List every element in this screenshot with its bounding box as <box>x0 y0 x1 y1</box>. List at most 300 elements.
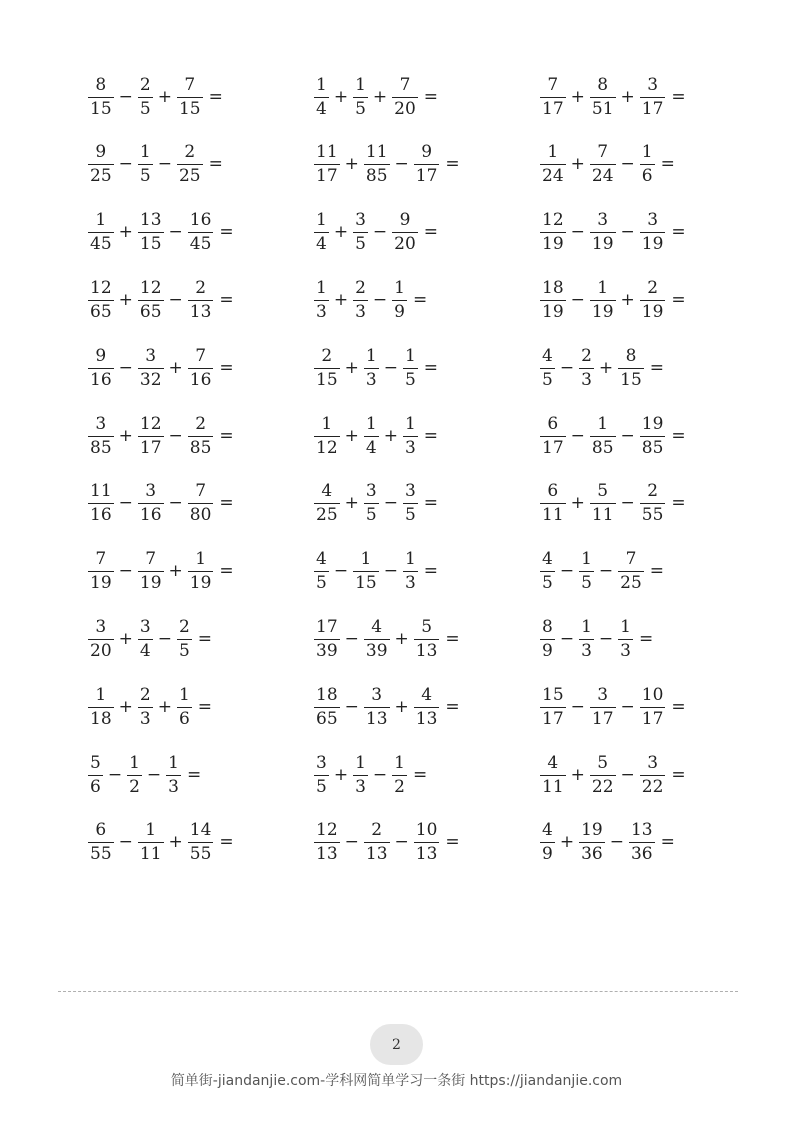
numerator: 4 <box>542 549 553 570</box>
denominator: 85 <box>641 437 664 458</box>
denominator: 32 <box>139 369 162 390</box>
fraction <box>540 347 555 390</box>
problem-16 <box>88 411 234 461</box>
fraction-bar <box>88 164 114 165</box>
fraction-bar <box>177 707 192 708</box>
plus-sign: + <box>394 696 409 717</box>
fraction <box>88 211 114 254</box>
numerator: 12 <box>542 210 564 231</box>
equals-sign: = <box>208 86 223 107</box>
denominator: 3 <box>139 708 151 729</box>
fraction-bar <box>314 639 340 640</box>
fraction <box>314 754 329 797</box>
fraction <box>640 754 666 797</box>
fraction <box>540 618 555 661</box>
denominator: 65 <box>316 708 338 729</box>
minus-sign: − <box>570 696 585 717</box>
fraction <box>166 754 181 797</box>
numerator: 2 <box>195 413 207 434</box>
plus-sign: + <box>570 764 585 785</box>
plus-sign: + <box>372 86 388 107</box>
denominator: 5 <box>178 640 190 661</box>
fraction-bar <box>314 842 340 843</box>
denominator: 18 <box>90 708 112 729</box>
fraction-bar <box>590 97 616 98</box>
denominator: 22 <box>591 776 614 797</box>
fraction-bar <box>364 707 390 708</box>
fraction <box>138 347 164 390</box>
numerator: 5 <box>597 481 609 502</box>
plus-sign: + <box>570 154 585 175</box>
fraction <box>314 686 340 729</box>
fraction-bar <box>414 164 440 165</box>
minus-sign: − <box>344 832 359 853</box>
fraction <box>177 76 203 119</box>
denominator: 5 <box>404 505 416 526</box>
fraction <box>590 211 616 254</box>
numerator: 4 <box>542 820 553 841</box>
numerator: 7 <box>195 481 207 502</box>
numerator: 1 <box>394 277 405 298</box>
denominator: 5 <box>316 573 327 594</box>
fraction <box>314 618 340 661</box>
minus-sign: − <box>598 561 614 582</box>
minus-sign: − <box>118 832 133 853</box>
fraction-bar <box>138 300 164 301</box>
denominator: 20 <box>90 640 112 661</box>
problem-24 <box>540 547 664 597</box>
minus-sign: − <box>620 493 635 514</box>
minus-sign: − <box>559 357 575 378</box>
numerator: 8 <box>597 74 609 95</box>
fraction <box>540 143 566 186</box>
plus-sign: + <box>118 425 133 446</box>
fraction <box>138 143 153 186</box>
numerator: 1 <box>321 413 333 434</box>
denominator: 16 <box>189 369 212 390</box>
denominator: 17 <box>139 437 162 458</box>
denominator: 20 <box>394 98 416 119</box>
problem-13 <box>88 343 234 393</box>
equals-sign: = <box>208 154 223 175</box>
fraction-bar <box>590 164 616 165</box>
denominator: 6 <box>90 776 101 797</box>
fraction-bar <box>540 368 555 369</box>
numerator: 7 <box>625 549 637 570</box>
fraction <box>177 618 192 661</box>
denominator: 13 <box>189 301 212 322</box>
numerator: 4 <box>542 345 553 366</box>
numerator: 18 <box>542 277 564 298</box>
fraction-bar <box>88 775 103 776</box>
denominator: 11 <box>542 505 564 526</box>
denominator: 5 <box>355 234 366 255</box>
fraction-bar <box>414 707 440 708</box>
equals-sign: = <box>660 832 675 853</box>
numerator: 3 <box>365 481 377 502</box>
numerator: 3 <box>316 752 327 773</box>
denominator: 85 <box>90 437 112 458</box>
fraction-bar <box>314 300 329 301</box>
numerator: 3 <box>404 481 416 502</box>
numerator: 2 <box>139 684 151 705</box>
fraction-bar <box>138 707 153 708</box>
fraction <box>88 415 114 458</box>
fraction-bar <box>188 300 214 301</box>
numerator: 2 <box>195 277 207 298</box>
fraction-bar <box>353 232 368 233</box>
denominator: 39 <box>365 640 388 661</box>
denominator: 6 <box>178 708 190 729</box>
denominator: 16 <box>139 505 162 526</box>
fraction-bar <box>188 368 214 369</box>
numerator: 1 <box>620 616 631 637</box>
fraction-bar <box>618 368 644 369</box>
fraction-bar <box>127 775 142 776</box>
denominator: 17 <box>415 166 438 187</box>
problem-6 <box>540 140 675 190</box>
fraction-bar <box>618 639 633 640</box>
equals-sign: = <box>186 764 202 785</box>
problem-23 <box>314 547 438 597</box>
fraction <box>364 482 379 525</box>
numerator: 2 <box>355 277 366 298</box>
problem-18 <box>540 411 686 461</box>
numerator: 1 <box>129 752 140 773</box>
minus-sign: − <box>620 425 635 446</box>
minus-sign: − <box>570 222 585 243</box>
fraction-bar <box>138 436 164 437</box>
numerator: 5 <box>421 616 433 637</box>
denominator: 3 <box>365 369 377 390</box>
minus-sign: − <box>118 493 133 514</box>
minus-sign: − <box>118 357 133 378</box>
denominator: 13 <box>316 844 338 865</box>
fraction-bar <box>540 164 566 165</box>
numerator: 13 <box>139 210 162 231</box>
numerator: 1 <box>355 74 366 95</box>
numerator: 4 <box>316 549 327 570</box>
fraction-bar <box>590 232 616 233</box>
fraction-bar <box>138 639 153 640</box>
minus-sign: − <box>598 628 614 649</box>
numerator: 1 <box>404 549 416 570</box>
numerator: 2 <box>581 345 592 366</box>
fraction <box>640 143 655 186</box>
fraction-bar <box>353 571 379 572</box>
denominator: 19 <box>90 573 112 594</box>
fraction-bar <box>177 639 192 640</box>
denominator: 5 <box>581 573 592 594</box>
fraction-bar <box>88 436 114 437</box>
fraction <box>640 686 666 729</box>
equals-sign: = <box>445 696 460 717</box>
numerator: 1 <box>547 142 559 163</box>
numerator: 1 <box>139 142 151 163</box>
numerator: 3 <box>647 752 659 773</box>
numerator: 4 <box>321 481 333 502</box>
denominator: 19 <box>591 234 614 255</box>
numerator: 2 <box>647 277 659 298</box>
numerator: 1 <box>641 142 653 163</box>
fraction-bar <box>403 368 418 369</box>
minus-sign: − <box>620 222 635 243</box>
minus-sign: − <box>118 154 133 175</box>
plus-sign: + <box>344 154 359 175</box>
equals-sign: = <box>219 832 234 853</box>
numerator: 3 <box>371 684 383 705</box>
fraction-bar <box>579 639 594 640</box>
fraction-bar <box>314 164 340 165</box>
denominator: 3 <box>168 776 179 797</box>
minus-sign: − <box>620 154 635 175</box>
fraction <box>138 279 164 322</box>
problem-11 <box>314 275 427 325</box>
fraction <box>188 347 214 390</box>
denominator: 3 <box>355 301 366 322</box>
denominator: 11 <box>591 505 614 526</box>
denominator: 19 <box>641 234 664 255</box>
numerator: 1 <box>365 413 377 434</box>
equals-sign: = <box>671 764 686 785</box>
numerator: 3 <box>355 210 366 231</box>
numerator: 1 <box>581 549 592 570</box>
problem-21 <box>540 479 686 529</box>
fraction-bar <box>540 842 555 843</box>
fraction <box>88 143 114 186</box>
numerator: 3 <box>597 210 609 231</box>
fraction <box>392 279 407 322</box>
numerator: 15 <box>542 684 564 705</box>
fraction <box>188 415 214 458</box>
numerator: 1 <box>95 684 107 705</box>
plus-sign: + <box>344 425 359 446</box>
numerator: 3 <box>95 413 107 434</box>
fraction <box>414 686 440 729</box>
numerator: 1 <box>316 210 327 231</box>
numerator: 1 <box>365 345 377 366</box>
fraction <box>590 143 616 186</box>
fraction-bar <box>353 775 368 776</box>
denominator: 13 <box>415 844 438 865</box>
fraction-bar <box>640 436 666 437</box>
minus-sign: − <box>620 696 635 717</box>
denominator: 45 <box>189 234 212 255</box>
equals-sign: = <box>423 86 439 107</box>
problem-32 <box>314 750 427 800</box>
fraction-bar <box>314 571 329 572</box>
denominator: 5 <box>365 505 377 526</box>
fraction <box>188 550 214 593</box>
fraction <box>640 279 666 322</box>
numerator: 12 <box>139 277 162 298</box>
numerator: 7 <box>597 142 609 163</box>
fraction <box>629 821 655 864</box>
problem-29 <box>314 682 460 732</box>
denominator: 25 <box>90 166 112 187</box>
minus-sign: − <box>107 764 123 785</box>
equals-sign: = <box>197 696 213 717</box>
fraction-bar <box>188 571 214 572</box>
plus-sign: + <box>168 357 183 378</box>
minus-sign: − <box>570 289 585 310</box>
denominator: 11 <box>542 776 564 797</box>
problem-26 <box>314 614 460 664</box>
denominator: 17 <box>316 166 338 187</box>
fraction <box>314 415 340 458</box>
fraction-bar <box>640 97 666 98</box>
minus-sign: − <box>168 222 183 243</box>
fraction <box>138 415 164 458</box>
denominator: 19 <box>542 301 564 322</box>
minus-sign: − <box>344 628 359 649</box>
fraction <box>540 686 566 729</box>
numerator: 1 <box>360 549 372 570</box>
denominator: 17 <box>542 708 564 729</box>
denominator: 2 <box>394 776 405 797</box>
minus-sign: − <box>559 561 575 582</box>
denominator: 3 <box>404 437 416 458</box>
denominator: 5 <box>139 166 151 187</box>
minus-sign: − <box>168 493 183 514</box>
fraction-bar <box>314 368 340 369</box>
plus-sign: + <box>383 425 398 446</box>
numerator: 14 <box>189 820 212 841</box>
denominator: 15 <box>620 369 642 390</box>
fraction-bar <box>414 842 440 843</box>
fraction <box>540 482 566 525</box>
fraction <box>414 821 440 864</box>
numerator: 1 <box>355 752 366 773</box>
fraction-bar <box>88 503 114 504</box>
numerator: 2 <box>321 345 333 366</box>
fraction <box>88 347 114 390</box>
denominator: 22 <box>641 776 664 797</box>
fraction <box>314 482 340 525</box>
numerator: 13 <box>630 820 653 841</box>
fraction-bar <box>403 571 418 572</box>
fraction-bar <box>629 842 655 843</box>
denominator: 5 <box>404 369 416 390</box>
numerator: 1 <box>581 616 592 637</box>
fraction-bar <box>640 503 666 504</box>
minus-sign: − <box>372 764 388 785</box>
numerator: 9 <box>95 345 107 366</box>
fraction <box>188 211 214 254</box>
fraction-bar <box>540 232 566 233</box>
numerator: 16 <box>189 210 212 231</box>
fraction-bar <box>353 97 368 98</box>
denominator: 9 <box>542 640 553 661</box>
problem-7 <box>88 208 234 258</box>
numerator: 7 <box>399 74 411 95</box>
fraction <box>353 754 368 797</box>
fraction-bar <box>138 503 164 504</box>
fraction-bar <box>188 232 214 233</box>
denominator: 19 <box>189 573 212 594</box>
denominator: 85 <box>365 166 388 187</box>
fraction-bar <box>364 639 390 640</box>
plus-sign: + <box>333 764 349 785</box>
denominator: 9 <box>542 844 553 865</box>
denominator: 15 <box>316 369 338 390</box>
numerator: 1 <box>404 413 416 434</box>
numerator: 8 <box>542 616 553 637</box>
denominator: 65 <box>90 301 112 322</box>
fraction <box>138 686 153 729</box>
fraction <box>314 347 340 390</box>
problem-4 <box>88 140 223 190</box>
fraction <box>392 754 407 797</box>
equals-sign: = <box>219 222 234 243</box>
minus-sign: − <box>146 764 162 785</box>
denominator: 25 <box>620 573 642 594</box>
minus-sign: − <box>118 561 133 582</box>
fraction <box>403 347 418 390</box>
fraction <box>590 415 616 458</box>
fraction <box>579 347 594 390</box>
fraction <box>403 415 418 458</box>
fraction-bar <box>640 707 666 708</box>
fraction-bar <box>579 368 594 369</box>
equals-sign: = <box>423 357 439 378</box>
minus-sign: − <box>394 154 409 175</box>
fraction <box>314 76 329 119</box>
fraction <box>364 686 390 729</box>
equals-sign: = <box>219 357 234 378</box>
numerator: 1 <box>597 413 609 434</box>
numerator: 7 <box>184 74 196 95</box>
numerator: 3 <box>145 345 157 366</box>
equals-sign: = <box>219 289 234 310</box>
minus-sign: − <box>570 425 585 446</box>
fraction-bar <box>579 571 594 572</box>
fraction <box>88 279 114 322</box>
numerator: 2 <box>139 74 151 95</box>
numerator: 12 <box>316 820 338 841</box>
fraction <box>314 143 340 186</box>
fraction <box>540 821 555 864</box>
numerator: 1 <box>316 74 327 95</box>
plus-sign: + <box>118 222 133 243</box>
numerator: 3 <box>95 616 107 637</box>
fraction-bar <box>314 707 340 708</box>
fraction <box>177 143 203 186</box>
denominator: 13 <box>415 708 438 729</box>
problem-19 <box>88 479 234 529</box>
fraction-bar <box>540 503 566 504</box>
fraction <box>618 618 633 661</box>
fraction-bar <box>403 503 418 504</box>
problem-3 <box>540 72 686 122</box>
minus-sign: − <box>157 628 172 649</box>
numerator: 9 <box>421 142 433 163</box>
equals-sign: = <box>219 493 234 514</box>
fraction-bar <box>188 436 214 437</box>
fraction-bar <box>314 503 340 504</box>
problem-28 <box>88 682 212 732</box>
numerator: 6 <box>95 820 107 841</box>
fraction-bar <box>590 503 616 504</box>
problem-12 <box>540 275 686 325</box>
numerator: 10 <box>641 684 664 705</box>
minus-sign: − <box>383 493 398 514</box>
minus-sign: − <box>620 764 635 785</box>
fraction-bar <box>540 436 566 437</box>
fraction <box>353 279 368 322</box>
numerator: 6 <box>547 481 559 502</box>
equals-sign: = <box>412 289 428 310</box>
